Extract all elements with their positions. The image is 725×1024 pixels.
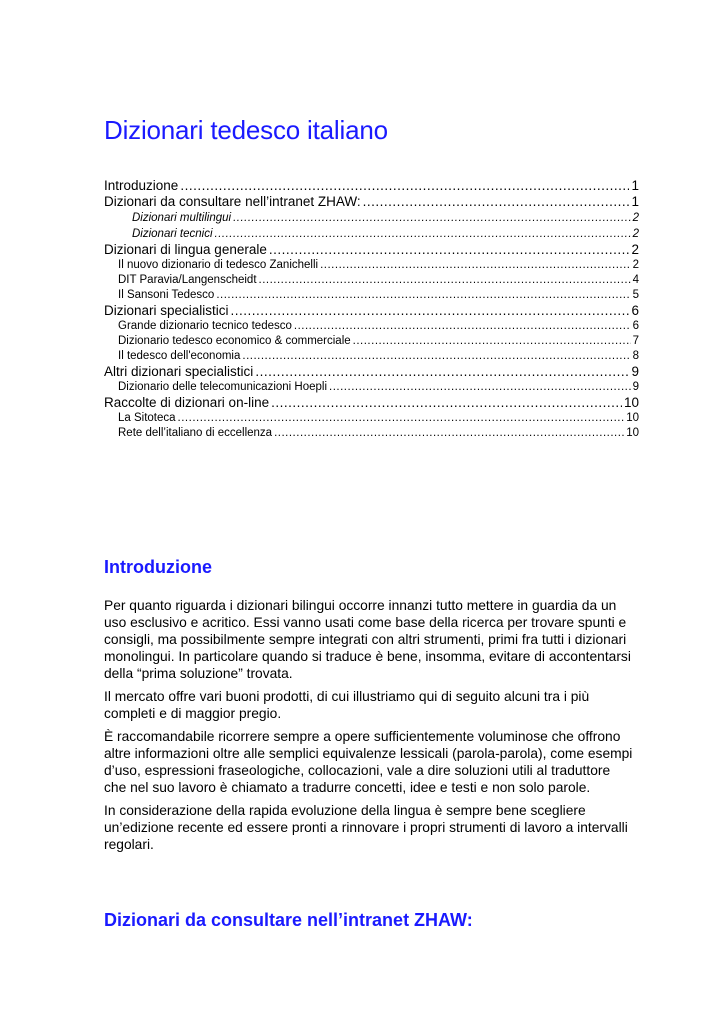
- toc-entry[interactable]: [104, 426, 639, 441]
- toc-entry-label: Dizionari tecnici: [132, 228, 213, 240]
- toc-leader-dots: [353, 334, 631, 349]
- toc-entry-label: La Sitoteca: [118, 412, 176, 424]
- toc-entry-label: Dizionari specialistici: [104, 303, 229, 318]
- toc-entry[interactable]: [104, 380, 639, 395]
- toc-entry-label: Introduzione: [104, 178, 179, 193]
- toc-entry[interactable]: [104, 258, 639, 273]
- intro-body: [104, 597, 634, 859]
- toc-entry-page: 9: [631, 364, 639, 379]
- toc-entry-page: 9: [632, 381, 639, 393]
- toc-entry-label: Il nuovo dizionario di tedesco Zanichelli: [118, 259, 319, 271]
- toc-entry-label: Il tedesco dell'economia: [118, 350, 241, 362]
- toc-entry[interactable]: [104, 319, 639, 334]
- toc-leader-dots: [269, 242, 630, 258]
- toc-leader-dots: [231, 303, 630, 319]
- toc-entry[interactable]: [104, 273, 639, 288]
- intro-paragraph: Il mercato offre vari buoni prodotti, di cui illustriamo qui di seguito alcuni tra i più completi e di maggior pregio.: [104, 689, 590, 721]
- toc-entry-page: 10: [623, 395, 639, 410]
- toc-entry[interactable]: [104, 226, 639, 242]
- toc-entry[interactable]: [104, 288, 639, 303]
- toc-entry[interactable]: [104, 334, 639, 349]
- intro-heading: Introduzione: [104, 557, 212, 577]
- toc-entry[interactable]: [104, 411, 639, 426]
- toc-entry-label: Rete dell’italiano di eccellenza: [118, 427, 273, 439]
- toc-entry-label: Altri dizionari specialistici: [104, 364, 254, 379]
- toc-entry-label: DIT Paravia/Langenscheidt: [118, 274, 257, 286]
- toc-leader-dots: [233, 210, 631, 226]
- intro-paragraph: È raccomandabile ricorrere sempre a opere sufficientemente voluminose che offrono altre informazioni oltre alle semplici equivalenze lessicali (parola-parola), come esempi d’uso, espressioni fraseologiche, collocazioni, vale a dire soluzioni utili al traduttore che nel suo lavoro è chiamato a tradurre concetti, idee e testi e non solo parole.: [104, 729, 633, 795]
- toc-entry[interactable]: [104, 178, 639, 194]
- document-title: Dizionari tedesco italiano: [104, 115, 388, 145]
- toc-entry-page: 2: [632, 212, 639, 224]
- table-of-contents: [104, 178, 639, 441]
- toc-leader-dots: [274, 426, 624, 441]
- intranet-heading: Dizionari da consultare nell’intranet ZHAW:: [104, 910, 473, 930]
- toc-leader-dots: [329, 380, 631, 395]
- toc-entry-page: 10: [626, 412, 639, 424]
- toc-leader-dots: [259, 273, 631, 288]
- toc-entry-label: Grande dizionario tecnico tedesco: [118, 320, 292, 332]
- toc-entry-page: 2: [631, 242, 639, 257]
- toc-leader-dots: [242, 349, 630, 364]
- toc-entry-label: Dizionari da consultare nell’intranet ZHAW:: [104, 194, 361, 209]
- toc-entry-page: 2: [632, 228, 639, 240]
- toc-leader-dots: [178, 411, 625, 426]
- toc-entry[interactable]: [104, 303, 639, 319]
- toc-leader-dots: [216, 288, 630, 303]
- toc-entry-page: 4: [632, 274, 639, 286]
- toc-entry-page: 6: [631, 303, 639, 318]
- toc-entry-page: 1: [631, 178, 639, 193]
- toc-entry-page: 8: [632, 350, 639, 362]
- toc-entry-page: 10: [626, 427, 639, 439]
- toc-entry[interactable]: [104, 364, 639, 380]
- toc-entry-label: Dizionario delle telecomunicazioni Hoepli: [118, 381, 328, 393]
- toc-leader-dots: [294, 319, 631, 334]
- toc-entry-page: 1: [631, 194, 639, 209]
- toc-entry-label: Il Sansoni Tedesco: [118, 289, 215, 301]
- toc-leader-dots: [180, 178, 629, 194]
- toc-leader-dots: [271, 395, 622, 411]
- toc-entry[interactable]: [104, 349, 639, 364]
- toc-entry[interactable]: [104, 210, 639, 226]
- toc-entry-page: 6: [632, 320, 639, 332]
- toc-entry[interactable]: [104, 242, 639, 258]
- toc-leader-dots: [215, 226, 631, 242]
- toc-entry[interactable]: [104, 395, 639, 411]
- toc-entry-label: Dizionario tedesco economico & commerciale: [118, 335, 351, 347]
- toc-entry-page: 7: [632, 335, 639, 347]
- toc-entry-label: Dizionari di lingua generale: [104, 242, 267, 257]
- toc-entry-page: 2: [632, 259, 639, 271]
- toc-entry-label: Dizionari multilingui: [132, 212, 232, 224]
- toc-entry[interactable]: [104, 194, 639, 210]
- toc-leader-dots: [255, 364, 629, 380]
- toc-entry-page: 5: [632, 289, 639, 301]
- toc-entry-label: Raccolte di dizionari on-line: [104, 395, 270, 410]
- intro-paragraph: In considerazione della rapida evoluzione della lingua è sempre bene scegliere un’edizione recente ed essere pronti a rinnovare i propri strumenti di lavoro a intervalli regolari.: [104, 803, 628, 852]
- toc-leader-dots: [320, 258, 631, 273]
- intro-paragraph: Per quanto riguarda i dizionari bilingui occorre innanzi tutto mettere in guardia da un uso esclusivo e acritico. Essi vanno usati come base della ricerca per trovare spunti e consigli, ma possibilmente sempre integrati con altri strumenti, primi fra tutti i dizionari monolingui. In particolare quando si traduce è bene, insomma, evitare di accontentarsi della “prima soluzione” trovata.: [104, 598, 631, 681]
- toc-leader-dots: [363, 194, 630, 210]
